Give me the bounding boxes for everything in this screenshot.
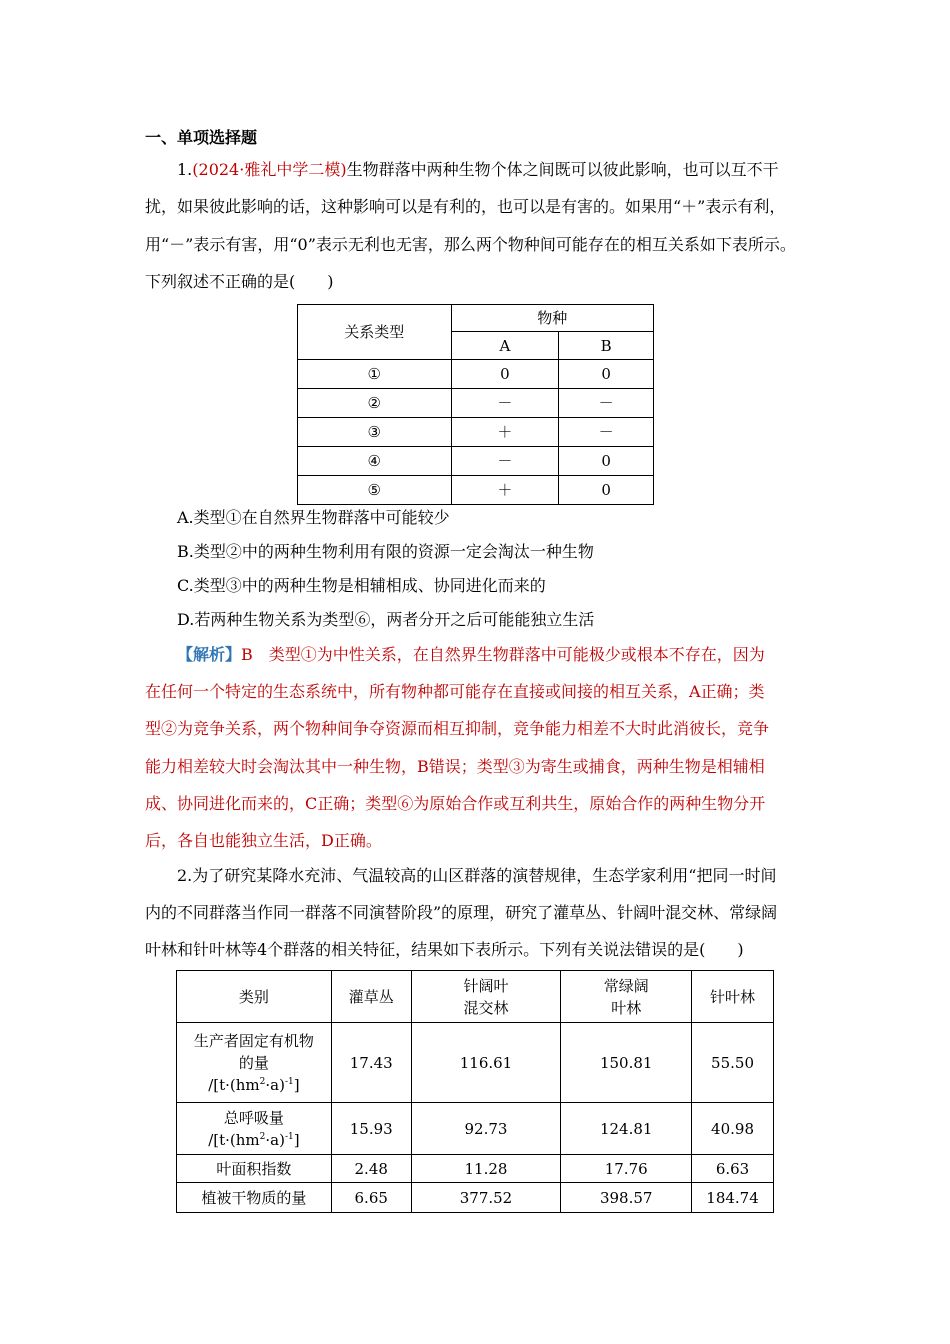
cell: 6.63 (692, 1155, 774, 1183)
cell: 124.81 (561, 1103, 692, 1155)
q2-stem-line-3: 叶林和针叶林等4个群落的相关特征，结果如下表所示。下列有关说法错误的是( ) (145, 940, 744, 959)
q1-option-d: D.若两种生物关系为类型⑥，两者分开之后可能能独立生活 (177, 610, 595, 629)
cell: 150.81 (561, 1023, 692, 1103)
row-b: 0 (559, 360, 654, 389)
cell: 184.74 (692, 1183, 774, 1213)
q2-stem-line-1: 2.为了研究某降水充沛、气温较高的山区群落的演替规律，生态学家利用“把同一时间 (177, 866, 777, 885)
q1-header-a: A (451, 332, 559, 360)
table-row (177, 1103, 774, 1155)
table-row (298, 476, 654, 505)
cell: 398.57 (561, 1183, 692, 1213)
unit-label: $/[t\cdot(hm^2\cdot a)^{-1}]$ (208, 1075, 300, 1094)
q1-analysis-line-1: 【解析】B 类型①为中性关系，在自然界生物群落中可能极少或根本不存在，因为 (177, 645, 765, 664)
row-b: 0 (559, 476, 654, 505)
q1-option-c: C.类型③中的两种生物是相辅相成、协同进化而来的 (177, 576, 546, 595)
row-label: 总呼吸量 $/[t\cdot(hm^2\cdot a)^{-1}]$ (177, 1103, 332, 1155)
cell: 116.61 (411, 1023, 561, 1103)
row-b: 0 (559, 447, 654, 476)
q1-header-species: 物种 (451, 305, 653, 332)
q1-analysis-line-6: 后，各自也能独立生活，D正确。 (145, 831, 382, 850)
q2-header-conifer: 针叶林 (692, 971, 774, 1023)
cell: 92.73 (411, 1103, 561, 1155)
q1-analysis-line-5: 成、协同进化而来的，C正确；类型⑥为原始合作或互利共生，原始合作的两种生物分开 (145, 794, 766, 813)
row-type: ① (298, 360, 452, 389)
row-a: ＋ (451, 418, 559, 447)
q1-header-b: B (559, 332, 654, 360)
unit-label: $/[t\cdot(hm^2\cdot a)^{-1}]$ (208, 1130, 300, 1149)
q2-header-shrub: 灌草丛 (331, 971, 411, 1023)
q2-header-category: 类别 (177, 971, 332, 1023)
table-row (298, 418, 654, 447)
cell: 15.93 (331, 1103, 411, 1155)
row-label: 叶面积指数 (177, 1155, 332, 1183)
q1-analysis-line-4: 能力相差较大时会淘汰其中一种生物，B错误；类型③为寄生或捕食，两种生物是相辅相 (145, 757, 765, 776)
q2-header-mixed: 针阔叶 混交林 (411, 971, 561, 1023)
q1-option-b: B.类型②中的两种生物利用有限的资源一定会淘汰一种生物 (177, 542, 594, 561)
section-title: 一、单项选择题 (145, 128, 258, 147)
row-type: ③ (298, 418, 452, 447)
q1-option-a: A.类型①在自然界生物群落中可能较少 (177, 508, 450, 527)
analysis-label: 【解析】 (177, 645, 242, 664)
q1-stem-line-3: 用“－”表示有害，用“0”表示无利也无害，那么两个物种间可能存在的相互关系如下表所示。 (145, 235, 796, 254)
q1-stem-line-2: 扰，如果彼此影响的话，这种影响可以是有利的，也可以是有害的。如果用“＋”表示有利， (145, 197, 786, 216)
cell: 17.76 (561, 1155, 692, 1183)
q1-analysis-line-2: 在任何一个特定的生态系统中，所有物种都可能存在直接或间接的相互关系，A正确；类 (145, 682, 765, 701)
row-label: 生产者固定有机物 的量 $/[t\cdot(hm^2\cdot a)^{-1}]$ (177, 1023, 332, 1103)
row-type: ② (298, 389, 452, 418)
row-a: － (451, 447, 559, 476)
q1-analysis-line-3: 型②为竞争关系，两个物种间争夺资源而相互抑制，竞争能力相差不大时此消彼长，竞争 (145, 719, 770, 738)
table-row (177, 1183, 774, 1213)
q1-relation-table (297, 304, 654, 505)
cell: 377.52 (411, 1183, 561, 1213)
row-type: ⑤ (298, 476, 452, 505)
table-row (298, 447, 654, 476)
q1-stem-text: 生物群落中两种生物个体之间既可以彼此影响，也可以互不干 (346, 160, 779, 179)
table-row (177, 1155, 774, 1183)
cell: 40.98 (692, 1103, 774, 1155)
row-a: 0 (451, 360, 559, 389)
table-row (298, 389, 654, 418)
cell: 11.28 (411, 1155, 561, 1183)
q2-stem-line-2: 内的不同群落当作同一群落不同演替阶段”的原理，研究了灌草丛、针阔叶混交林、常绿阔 (145, 903, 778, 922)
table-row (298, 360, 654, 389)
cell: 2.48 (331, 1155, 411, 1183)
cell: 6.65 (331, 1183, 411, 1213)
row-b: － (559, 389, 654, 418)
row-label: 植被干物质的量 (177, 1183, 332, 1213)
q2-community-table (176, 970, 774, 1213)
q1-source: (2024·雅礼中学二模) (192, 160, 347, 179)
q1-stem-line-1 (177, 160, 847, 180)
q1-number: 1. (177, 160, 193, 179)
row-b: － (559, 418, 654, 447)
q1-header-type: 关系类型 (298, 305, 452, 360)
row-a: － (451, 389, 559, 418)
q2-header-evergreen: 常绿阔 叶林 (561, 971, 692, 1023)
table-row (177, 1023, 774, 1103)
cell: 17.43 (331, 1023, 411, 1103)
row-a: ＋ (451, 476, 559, 505)
q1-stem-line-4: 下列叙述不正确的是( ) (145, 272, 334, 291)
row-type: ④ (298, 447, 452, 476)
cell: 55.50 (692, 1023, 774, 1103)
